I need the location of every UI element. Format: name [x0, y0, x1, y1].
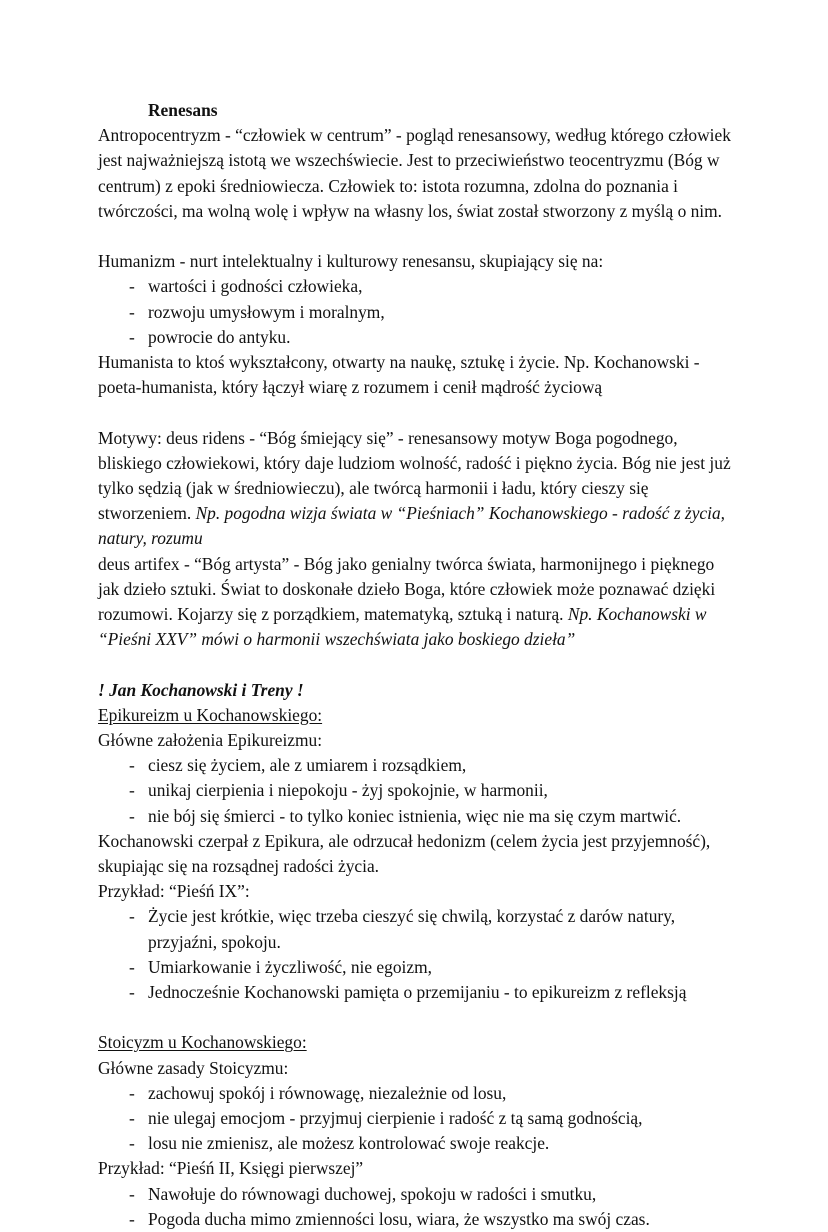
paragraph	[98, 426, 732, 552]
paragraph: Humanista to ktoś wykształcony, otwarty na naukę, sztukę i życie. Np. Kochanowski - poeta-humanista, który łączył wiarę z rozumem i cenił mądrość życiową	[98, 352, 700, 398]
paragraph-spacer	[98, 652, 732, 677]
paragraph	[98, 552, 732, 653]
paragraph-spacer	[98, 1005, 732, 1030]
italic-run: Np. pogodna wizja świata w “Pieśniach” Kochanowskiego - radość z życia, natury, rozumu	[98, 503, 726, 549]
list-item: - Nawołuje do równowagi duchowej, spokoju w radości i smutku,	[98, 1182, 732, 1207]
dash-list	[98, 753, 732, 829]
paragraph: Główne założenia Epikureizmu:	[98, 730, 323, 751]
list-item: - nie bój się śmierci - to tylko koniec istnienia, więc nie ma się czym martwić.	[98, 804, 732, 829]
section-heading: Renesans	[148, 100, 218, 120]
list-item: - wartości i godności człowieka,	[98, 274, 732, 299]
subsection-heading: Epikureizm u Kochanowskiego:	[98, 704, 323, 725]
paragraph-spacer	[98, 224, 732, 249]
list-item: - losu nie zmienisz, ale możesz kontrolować swoje reakcje.	[98, 1131, 732, 1156]
section-heading-emphasis: ! Jan Kochanowski i Treny !	[98, 679, 304, 700]
list-item: - nie ulegaj emocjom - przyjmuj cierpienie i radość z tą samą godnością,	[98, 1106, 732, 1131]
list-item: - Pogoda ducha mimo zmienności losu, wiara, że wszystko ma swój czas.	[98, 1207, 732, 1232]
paragraph: Humanizm - nurt intelektualny i kulturowy renesansu, skupiający się na:	[98, 251, 604, 272]
paragraph: Przykład: “Pieśń II, Księgi pierwszej”	[98, 1158, 364, 1179]
paragraph: Przykład: “Pieśń IX”:	[98, 881, 250, 902]
subsection-heading: Stoicyzm u Kochanowskiego:	[98, 1032, 307, 1053]
italic-run: Np. Kochanowski w “Pieśni XXV” mówi o harmonii wszechświata jako boskiego dzieła”	[98, 604, 707, 650]
text-run: Motywy: deus ridens - “Bóg śmiejący się” - renesansowy motyw Boga pogodnego, bliskiego człowiekowi, który daje ludziom wolność, radość i piękno życia. Bóg nie jest już tylko sędzią (jak w średniowieczu), ale twórcą harmonii i ładu, który cieszy się stworzeniem.	[98, 427, 731, 524]
list-item: - Życie jest krótkie, więc trzeba cieszyć się chwilą, korzystać z darów natury, przyjaźni, spokoju.	[98, 904, 732, 954]
list-item: - unikaj cierpienia i niepokoju - żyj spokojnie, w harmonii,	[98, 778, 732, 803]
list-item: - zachowuj spokój i równowagę, niezależnie od losu,	[98, 1081, 732, 1106]
dash-list	[98, 274, 732, 350]
list-item: - Umiarkowanie i życzliwość, nie egoizm,	[98, 955, 732, 980]
dash-list	[98, 904, 732, 1005]
paragraph: Główne zasady Stoicyzmu:	[98, 1057, 289, 1078]
list-item: - powrocie do antyku.	[98, 325, 732, 350]
list-item: - ciesz się życiem, ale z umiarem i rozsądkiem,	[98, 753, 732, 778]
text-run: deus artifex - “Bóg artysta” - Bóg jako genialny twórca świata, harmonijnego i pięknego jak dzieło sztuki. Świat to doskonałe dzieło Boga, które człowiek może poznawać dzięki rozumowi. Kojarzy się z porządkiem, matematyką, sztuką i naturą.	[98, 553, 716, 625]
paragraph-spacer	[98, 400, 732, 425]
list-item: - Jednocześnie Kochanowski pamięta o przemijaniu - to epikureizm z refleksją	[98, 980, 732, 1005]
dash-list	[98, 1182, 732, 1232]
dash-list	[98, 1081, 732, 1157]
paragraph: Antropocentryzm - “człowiek w centrum” - pogląd renesansowy, według którego człowiek jest najważniejszą istotą we wszechświecie. Jest to przeciwieństwo teocentryzmu (Bóg w centrum) z epoki średniowiecza. Człowiek to: istota rozumna, zdolna do poznania i twórczości, ma wolną wolę i wpływ na własny los, świat został stworzony z myślą o nim.	[98, 125, 731, 221]
paragraph: Kochanowski czerpał z Epikura, ale odrzucał hedonizm (celem życia jest przyjemność), skupiając się na rozsądnej radości życia.	[98, 830, 711, 877]
list-item: - rozwoju umysłowym i moralnym,	[98, 300, 732, 325]
document-body	[98, 98, 732, 1232]
